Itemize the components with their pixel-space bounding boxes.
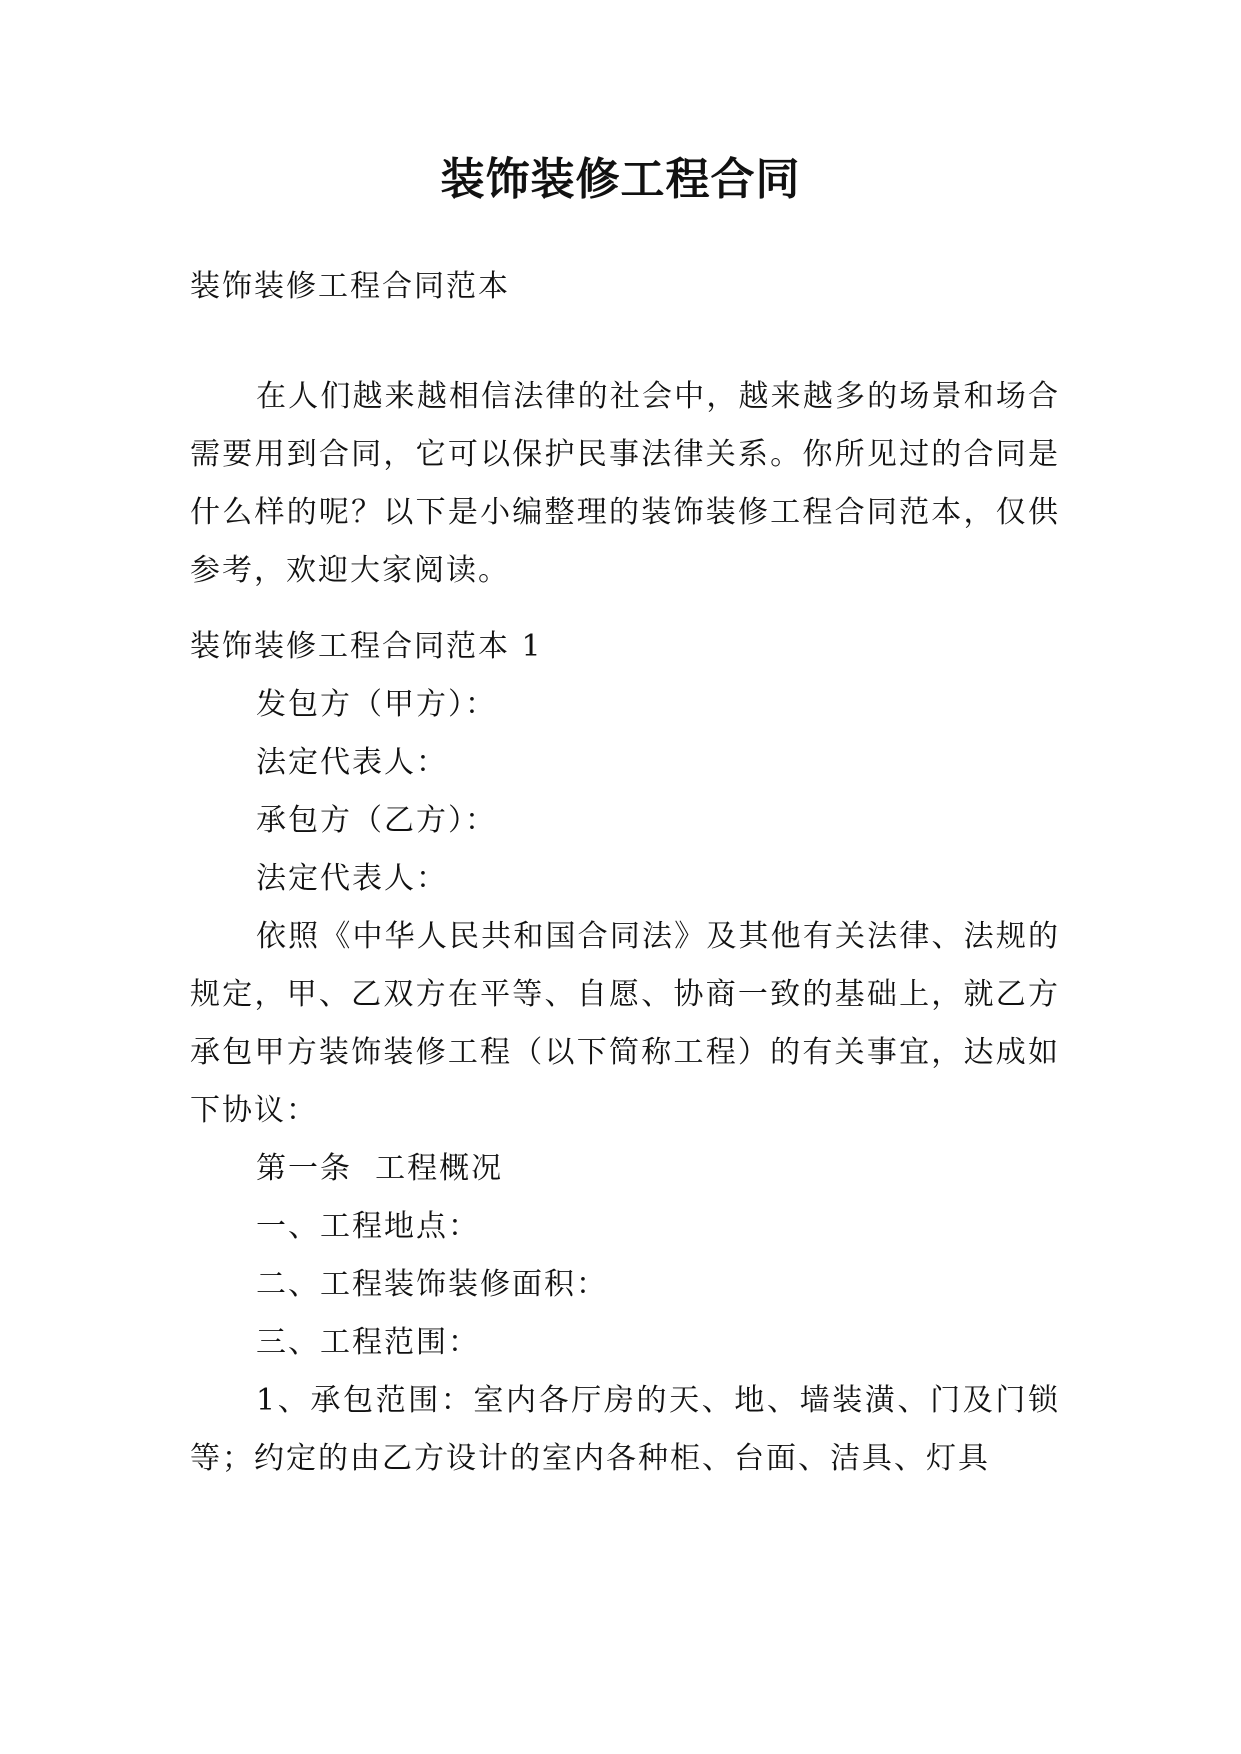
party-a-line: 发包方（甲方）： bbox=[256, 687, 497, 722]
item-project-area: 二、工程装饰装修面积： bbox=[256, 1267, 608, 1302]
scope-paragraph: 1、承包范围：室内各厅房的天、地、墙装潢、门及门锁等；约定的由乙方设计的室内各种柜、台面、洁具、灯具 bbox=[190, 1383, 1060, 1476]
section-heading: 装饰装修工程合同范本 1 bbox=[190, 629, 543, 664]
article-1-heading: 第一条 工程概况 bbox=[256, 1151, 504, 1186]
intro-text: 在人们越来越相信法律的社会中，越来越多的场景和场合需要用到合同，它可以保护民事法律关系。你所见过的合同是什么样的呢？以下是小编整理的装饰装修工程合同范本，仅供参考，欢迎大家阅读。 bbox=[190, 379, 1060, 588]
preamble-paragraph: 依照《中华人民共和国合同法》及其他有关法律、法规的规定，甲、乙双方在平等、自愿、协商一致的基础上，就乙方承包甲方装饰装修工程（以下简称工程）的有关事宜，达成如下协议： bbox=[190, 919, 1060, 1128]
party-b-line: 承包方（乙方）： bbox=[256, 803, 497, 838]
intro-paragraph bbox=[190, 368, 1060, 600]
item-project-scope: 三、工程范围： bbox=[256, 1325, 480, 1360]
item-project-location: 一、工程地点： bbox=[256, 1209, 480, 1244]
party-b-representative-line: 法定代表人： bbox=[256, 861, 448, 896]
subtitle bbox=[190, 258, 1060, 316]
document-title: 装饰装修工程合同 bbox=[440, 154, 801, 205]
party-a-representative-line: 法定代表人： bbox=[256, 745, 448, 780]
contract-body bbox=[190, 618, 1060, 1488]
subtitle-text: 装饰装修工程合同范本 bbox=[190, 269, 510, 304]
